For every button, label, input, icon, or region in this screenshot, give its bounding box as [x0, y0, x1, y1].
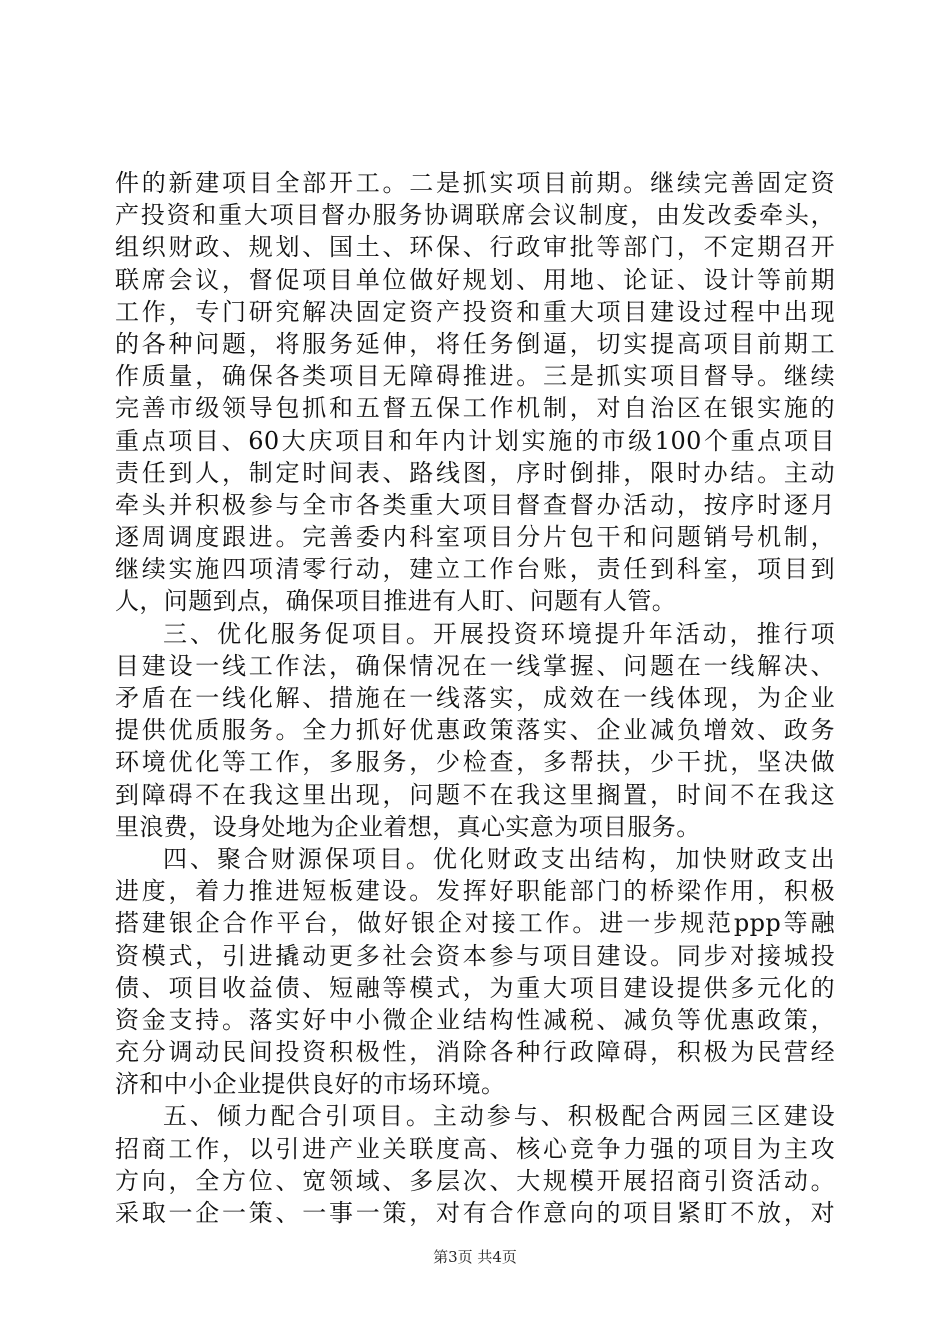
text-line: 继续实施四项清零行动，建立工作台账，责任到科室，项目到 [115, 555, 835, 584]
text-line: 充分调动民间投资积极性，消除各种行政障碍，积极为民营经 [115, 1038, 835, 1067]
text-line: 逐周调度跟进。完善委内科室项目分片包干和问题销号机制， [115, 523, 835, 552]
text-line: 工作，专门研究解决固定资产投资和重大项目建设过程中出现 [115, 297, 835, 326]
text-line: 完善市级领导包抓和五督五保工作机制，对自治区在银实施的 [115, 394, 835, 423]
text-line: 联席会议，督促项目单位做好规划、用地、论证、设计等前期 [115, 265, 835, 294]
text-line: 产投资和重大项目督办服务协调联席会议制度，由发改委牵头， [115, 201, 835, 230]
text-line: 三、优化服务促项目。开展投资环境提升年活动，推行项 [163, 619, 835, 648]
text-line: 资金支持。落实好中小微企业结构性减税、减负等优惠政策， [115, 1005, 835, 1034]
text-line: 重点项目、60大庆项目和年内计划实施的市级100个重点项目 [115, 426, 835, 455]
text-line: 采取一企一策、一事一策，对有合作意向的项目紧盯不放，对 [115, 1199, 835, 1227]
text-line: 牵头并积极参与全市各类重大项目督查督办活动，按序时逐月 [115, 490, 835, 519]
text-line: 到障碍不在我这里出现，问题不在我这里搁置，时间不在我这 [115, 780, 835, 809]
text-line: 目建设一线工作法，确保情况在一线掌握、问题在一线解决、 [115, 651, 835, 680]
text-line: 组织财政、规划、国土、环保、行政审批等部门，不定期召开 [115, 233, 835, 262]
text-line: 资模式，引进撬动更多社会资本参与项目建设。同步对接城投 [115, 941, 835, 970]
text-line: 作质量，确保各类项目无障碍推进。三是抓实项目督导。继续 [115, 362, 835, 391]
text-line: 四、聚合财源保项目。优化财政支出结构，加快财政支出 [163, 844, 835, 873]
text-line: 件的新建项目全部开工。二是抓实项目前期。继续完善固定资 [115, 169, 835, 197]
text-line: 的各种问题，将服务延伸，将任务倒逼，切实提高项目前期工 [115, 329, 835, 358]
text-line: 责任到人，制定时间表、路线图，序时倒排，限时办结。主动 [115, 458, 835, 487]
text-line: 招商工作，以引进产业关联度高、核心竞争力强的项目为主攻 [115, 1134, 835, 1163]
text-line: 里浪费，设身处地为企业着想，真心实意为项目服务。 [115, 812, 701, 841]
text-line: 矛盾在一线化解、措施在一线落实，成效在一线体现，为企业 [115, 684, 835, 712]
text-line: 债、项目收益债、短融等模式，为重大项目建设提供多元化的 [115, 973, 835, 1002]
page-footer: 第3页 共4页 [433, 1248, 517, 1266]
text-line: 搭建银企合作平台，做好银企对接工作。进一步规范ppp等融 [115, 909, 835, 938]
text-line: 人，问题到点，确保项目推进有人盯、问题有人管。 [115, 587, 677, 616]
text-line: 五、倾力配合引项目。主动参与、积极配合两园三区建设 [163, 1102, 835, 1131]
text-line: 进度，着力推进短板建设。发挥好职能部门的桥梁作用，积极 [115, 877, 835, 906]
text-line: 济和中小企业提供良好的市场环境。 [115, 1070, 506, 1099]
document-body [115, 167, 835, 1229]
text-line: 方向，全方位、宽领域、多层次、大规模开展招商引资活动。 [115, 1166, 835, 1195]
text-line: 环境优化等工作，多服务，少检查，多帮扶，少干扰，坚决做 [115, 748, 835, 777]
text-line: 提供优质服务。全力抓好优惠政策落实、企业减负增效、政务 [115, 716, 835, 745]
